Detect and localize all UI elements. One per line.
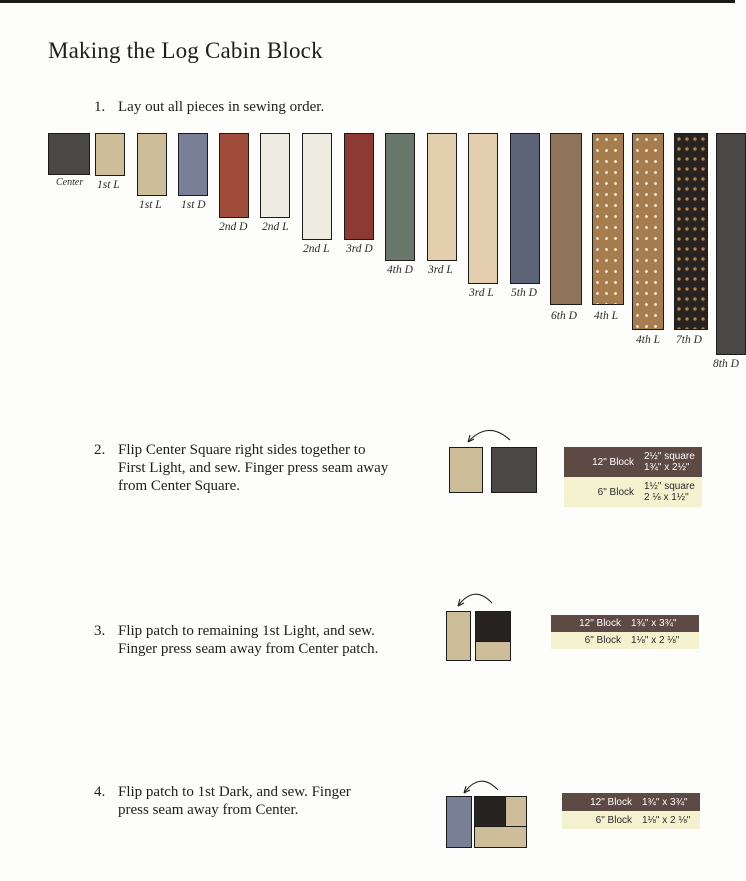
table-row [562, 811, 700, 829]
row-value: 2 ⅛ x 1½" [644, 492, 689, 503]
piece-label: 2nd L [262, 221, 289, 233]
row-value: 1¾" x 3¾" [631, 618, 677, 629]
center-patch [475, 611, 511, 643]
first-light-patch [475, 641, 511, 661]
piece-3rd-dark [344, 133, 374, 240]
piece-center [48, 133, 90, 175]
piece-2nd-light [302, 133, 332, 240]
row-value: 2½" square [644, 451, 695, 462]
piece-label: 3rd L [428, 264, 453, 276]
cutting-table-step-2 [564, 447, 702, 507]
first-light-strip [446, 611, 471, 661]
piece-label: 1st L [97, 179, 120, 191]
first-light-square [449, 447, 483, 493]
row-value: 1⅛" x 2 ⅛" [642, 814, 691, 826]
flip-arrow-icon [466, 424, 514, 444]
center-patch [474, 796, 507, 827]
piece-8th-dark [716, 133, 746, 355]
piece-label: 8th D [713, 358, 739, 370]
step-number: 2. [94, 442, 106, 458]
step-text-line: press seam away from Center. [118, 802, 299, 818]
piece-label: 6th D [551, 310, 577, 322]
first-light-patch [474, 826, 527, 848]
piece-label: 2nd D [219, 221, 248, 233]
step-2 [94, 441, 414, 495]
step-text-line: Flip patch to remaining 1st Light, and sew. [118, 623, 375, 639]
first-light-strip [505, 796, 527, 827]
step-text-line: Finger press seam away from Center patch. [118, 641, 379, 657]
piece-7th-dark [674, 133, 708, 330]
row-value: 1⅛" x 2 ⅛" [631, 635, 680, 646]
piece-label: 3rd D [346, 243, 373, 255]
step-number: 1. [94, 99, 106, 115]
row-label: 12" Block [590, 796, 632, 808]
top-rule [0, 0, 735, 3]
flip-arrow-icon [462, 775, 502, 795]
row-label: 12" Block [579, 618, 621, 629]
step-text-line: Flip Center Square right sides together to [118, 442, 366, 458]
piece-1st-dark [178, 133, 208, 196]
row-label: 6" Block [595, 814, 632, 826]
step-1 [94, 98, 324, 116]
row-value: 1¾" x 2½" [644, 462, 690, 473]
center-square [491, 447, 537, 493]
row-label: 6" Block [584, 635, 621, 646]
step-text-line: First Light, and sew. Finger press seam away [118, 460, 389, 476]
piece-label: 5th D [511, 287, 537, 299]
row-label: 12" Block [592, 456, 634, 468]
piece-label: 4th L [594, 310, 618, 322]
step-text-line: Flip patch to 1st Dark, and sew. Finger [118, 784, 351, 800]
piece-label: 1st L [139, 199, 162, 211]
piece-2nd-dark [219, 133, 249, 218]
piece-1st-light [137, 133, 167, 196]
cutting-table-step-3 [551, 615, 699, 649]
table-row [551, 615, 699, 632]
piece-4th-light [632, 133, 664, 330]
step-number: 3. [94, 623, 106, 639]
piece-3rd-light [427, 133, 457, 261]
piece-1st-light [95, 133, 125, 176]
first-dark-strip [446, 796, 472, 848]
step-text-line: from Center Square. [118, 478, 241, 494]
page-title: Making the Log Cabin Block [48, 38, 323, 63]
piece-label: Center [56, 177, 84, 188]
piece-6th-dark [550, 133, 582, 305]
step-text: Lay out all pieces in sewing order. [118, 99, 325, 115]
piece-label: 1st D [181, 199, 206, 211]
table-row [562, 793, 700, 811]
piece-label: 7th D [676, 334, 702, 346]
piece-5th-dark [510, 133, 540, 284]
row-values [644, 481, 702, 503]
step-3 [94, 622, 414, 658]
table-row [564, 477, 702, 507]
row-value: 1½" square [644, 481, 695, 492]
flip-arrow-icon [456, 588, 496, 608]
piece-label: 4th D [387, 264, 413, 276]
table-row [564, 447, 702, 477]
row-value: 1¾" x 3¾" [642, 796, 688, 808]
table-row [551, 632, 699, 649]
piece-4th-dark [385, 133, 415, 261]
cutting-table-step-4 [562, 793, 700, 829]
piece-3rd-light [468, 133, 498, 284]
piece-label: 4th L [636, 334, 660, 346]
row-label: 6" Block [597, 486, 634, 498]
piece-label: 2nd L [303, 243, 330, 255]
piece-4th-light [592, 133, 624, 305]
step-4 [94, 783, 414, 819]
row-values [644, 451, 702, 473]
step-number: 4. [94, 784, 106, 800]
piece-2nd-light [260, 133, 290, 218]
piece-label: 3rd L [469, 287, 494, 299]
